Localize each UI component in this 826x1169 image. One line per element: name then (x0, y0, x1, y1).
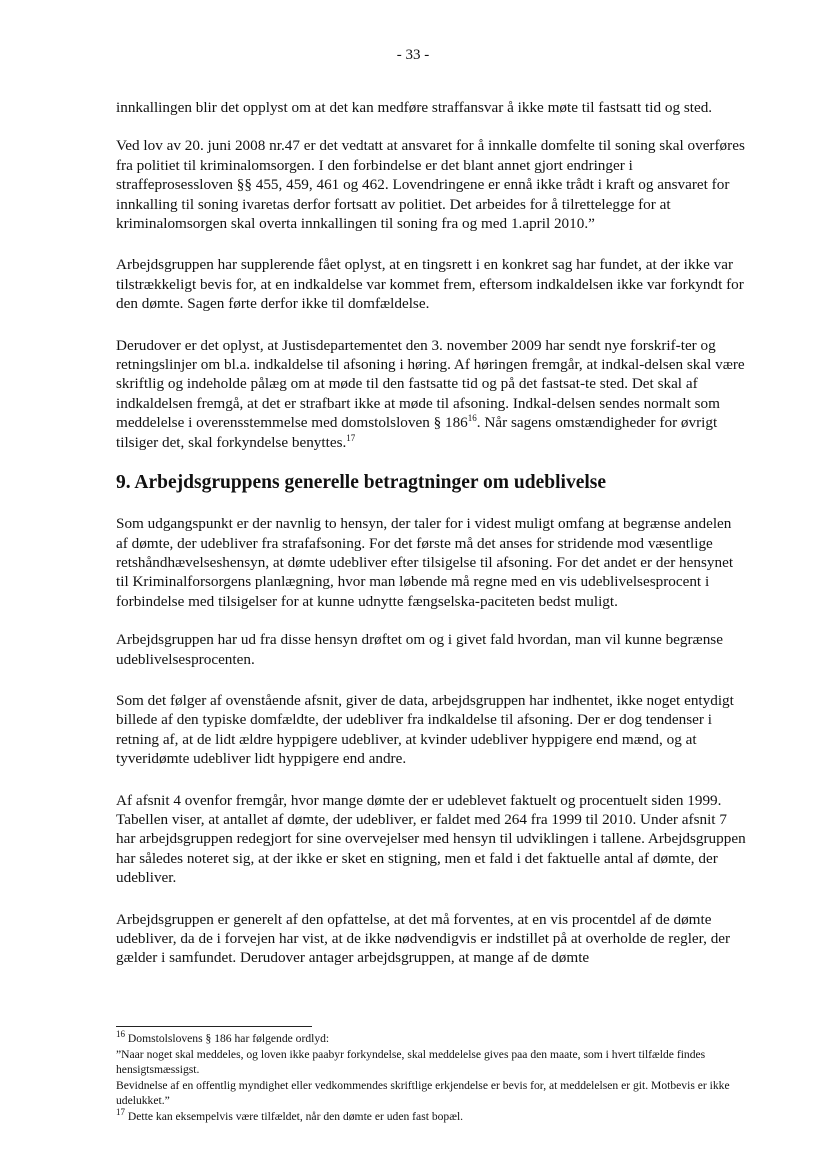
paragraph-1: innkallingen blir det opplyst om at det kan medføre straffansvar å ikke møte til fastsatt tid og sted. (116, 99, 713, 116)
paragraph-4-part-b: . Når sagens omstændigheder for øvrigt tilsiger det, skal forkyndelse benyttes. (116, 414, 718, 451)
footnote-16-text-1: Domstolslovens § 186 har følgende ordlyd: (125, 1032, 330, 1045)
paragraph-5: Som udgangspunkt er der navnlig to hensyn, der taler for i videst muligt omfang at begrænse andelen af dømte, der udebliver fra strafafsoning. For det første må det anses for stridende mod væsentlige retshåndhævelseshensyn, at dømte udebliver efter tilsigelse til afsoning. For det andet er der hensynet til Kriminalforsorgens planlægning, hvor man løbende må regne med en vis udeblivelsesprocent i forbindelse med tilsigelser for at kunne udnytte fængselska-paciteten bedst muligt. (116, 515, 734, 610)
footnote-17 (116, 1109, 746, 1125)
section-heading: 9. Arbejdsgruppens generelle betragtninger om udeblivelse (116, 472, 607, 494)
paragraph-4-part-a: Derudover er det oplyst, at Justisdepartementet den 3. november 2009 har sendt nye forskrif-ter og retningslinjer om bl.a. indkaldelse til afsoning i høring. Af høringen fremgår, at indkal-delsen skal være skriftlig og indeholde pålæg om at møde til den fastsatte tid og på det fastsat-te sted. Det skal af indkaldelsen fremgå, at det er strafbart ikke at møde til afsoning. Indkal-delsen sendes normalt som meddelelse i overensstemmelse med domstolsloven § 186 (116, 336, 745, 432)
page-number: - 33 - (396, 47, 430, 63)
body-text (116, 98, 746, 987)
footnote-ref-16: 16 (467, 413, 477, 424)
paragraph-6: Arbejdsgruppen har ud fra disse hensyn drøftet om og i givet fald hvordan, man vil kunne begrænse udeblivelsesprocenten. (116, 631, 723, 668)
footnotes (116, 1031, 746, 1125)
footnote-ref-17: 17 (346, 432, 356, 443)
footnote-16-mark: 16 (116, 1029, 125, 1040)
footnote-16-line-1 (116, 1031, 746, 1047)
footnote-17-mark: 17 (116, 1107, 125, 1118)
paragraph-7: Som det følger af ovenstående afsnit, giver de data, arbejdsgruppen har indhentet, ikke noget entydigt billede af den typiske domfældte, der udebliver fra indkaldelse til afsoning. Der er dog tendenser i retning af, at de lidt ældre hyppigere udebliver, at kvinder udebliver hyppigere end mænd, og at tyveridømte udebliver lidt hyppigere end andre. (116, 691, 734, 768)
footnote-16-line-3: Bevidnelse af en offentlig myndighet eller vedkommendes skriftlige erkjendelse er bevis for, at meddelelsen er git. Motbevis er ikke udelukket.” (116, 1078, 730, 1108)
paragraph-4 (116, 336, 746, 452)
paragraph-2: Ved lov av 20. juni 2008 nr.47 er det vedtatt at ansvaret for å innkalle domfelte til soning skal overføres fra politiet til kriminalomsorgen. I den forbindelse er det blant annet gjort endringer i straffeprosessloven §§ 455, 459, 461 og 462. Lovendringene er ennå ikke trådt i kraft og ansvaret for innkalling til soning ivaretas derfor fortsatt av politiet. Det arbeides for å tilrettelegge for at kriminalomsorgen skal overta innkallingen til soning fra og med 1.april 2010.” (116, 137, 745, 233)
paragraph-3: Arbejdsgruppen har supplerende fået oplyst, at en tingsrett i en konkret sag har fundet, at der ikke var tilstrækkeligt bevis for, at en indkaldelse var kommet frem, eftersom indkaldelsen ikke var forkyndt for den dømte. Sagen førte derfor ikke til domfældelse. (116, 256, 744, 313)
footnote-divider (116, 1026, 312, 1027)
footnote-17-text: Dette kan eksempelvis være tilfældet, når den dømte er uden fast bopæl. (125, 1109, 464, 1123)
paragraph-8: Af afsnit 4 ovenfor fremgår, hvor mange dømte der er udeblevet faktuelt og procentuelt siden 1999. Tabellen viser, at antallet af dømte, der udebliver, er faldet med 264 fra 1999 til 2010. Under afsnit 7 har arbejdsgruppen redegjort for sine overvejelser med hensyn til udviklingen i tallene. Arbejdsgruppen har således noteret sig, at der ikke er sket en stigning, men et fald i det faktuelle antal af dømte, der udebliver. (116, 791, 746, 887)
paragraph-9: Arbejdsgruppen er generelt af den opfattelse, at det må forventes, at en vis procentdel af de dømte udebliver, da de i forvejen har vist, at de ikke nødvendigvis er indstillet på at overholde de regler, der gælder i samfundet. Derudover antager arbejdsgruppen, at mange af de dømte (116, 910, 731, 967)
footnote-16-line-2: ”Naar noget skal meddeles, og loven ikke paabyr forkyndelse, skal meddelelse gives paa den maate, som i hvert tilfælde findes hensigtsmæssigst. (116, 1047, 706, 1077)
